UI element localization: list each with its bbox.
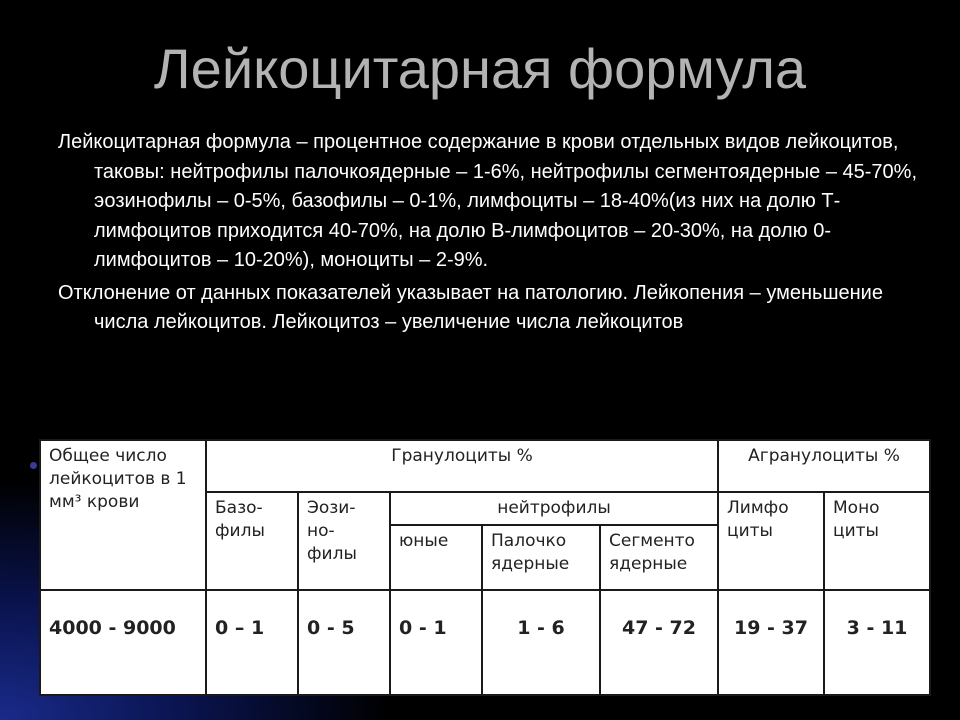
value-young: 0 - 1 (390, 590, 482, 695)
header-total-leukocytes: Общее число лейкоцитов в 1 мм³ крови (40, 440, 206, 590)
header-segmented: Сегменто ядерные (600, 525, 718, 590)
header-young: юные (390, 525, 482, 590)
value-lymphocytes: 19 - 37 (718, 590, 824, 695)
slide-title: Лейкоцитарная формула (153, 37, 807, 100)
value-basophils: 0 – 1 (206, 590, 298, 695)
value-total: 4000 - 9000 (40, 590, 206, 695)
value-segmented: 47 - 72 (600, 590, 718, 695)
header-basophils: Базо-филы (206, 492, 298, 590)
leukocyte-table (39, 439, 931, 696)
header-eosinophils: Эози-но-филы (298, 492, 390, 590)
value-monocytes: 3 - 11 (824, 590, 930, 695)
paragraph-definition: Лейкоцитарная формула – процентное содержание в крови отдельных видов лейкоцитов, таковы: нейтрофилы палочкоядерные – 1-6%, нейтрофилы сегментоядерные – 45-70%, эозинофилы – 0-5%, базофилы – 0-1%, лимфоциты – 18-40%(из них на долю Т-лимфоцитов приходится 40-70%, на долю В-лимфоцитов – 20-30%, на долю 0-лимфоцитов – 10-20%), моноциты – 2-9%. (58, 131, 918, 271)
header-granulocytes: Гранулоциты % (206, 440, 718, 492)
header-band: Палочко ядерные (482, 525, 600, 590)
value-eosinophils: 0 - 5 (298, 590, 390, 695)
header-lymphocytes: Лимфо циты (718, 492, 824, 590)
header-agranulocytes: Агранулоциты % (718, 440, 930, 492)
leukocyte-table-container (39, 439, 929, 696)
paragraph-deviation: Отклонение от данных показателей указывает на патологию. Лейкопения – уменьшение числа лейкоцитов. Лейкоцитоз – увеличение числа лейкоцитов (58, 281, 883, 333)
value-band: 1 - 6 (482, 590, 600, 695)
bullet-dot (30, 462, 37, 469)
header-neutrophils: нейтрофилы (390, 492, 718, 525)
body-text (58, 128, 918, 341)
header-monocytes: Моно циты (824, 492, 930, 590)
